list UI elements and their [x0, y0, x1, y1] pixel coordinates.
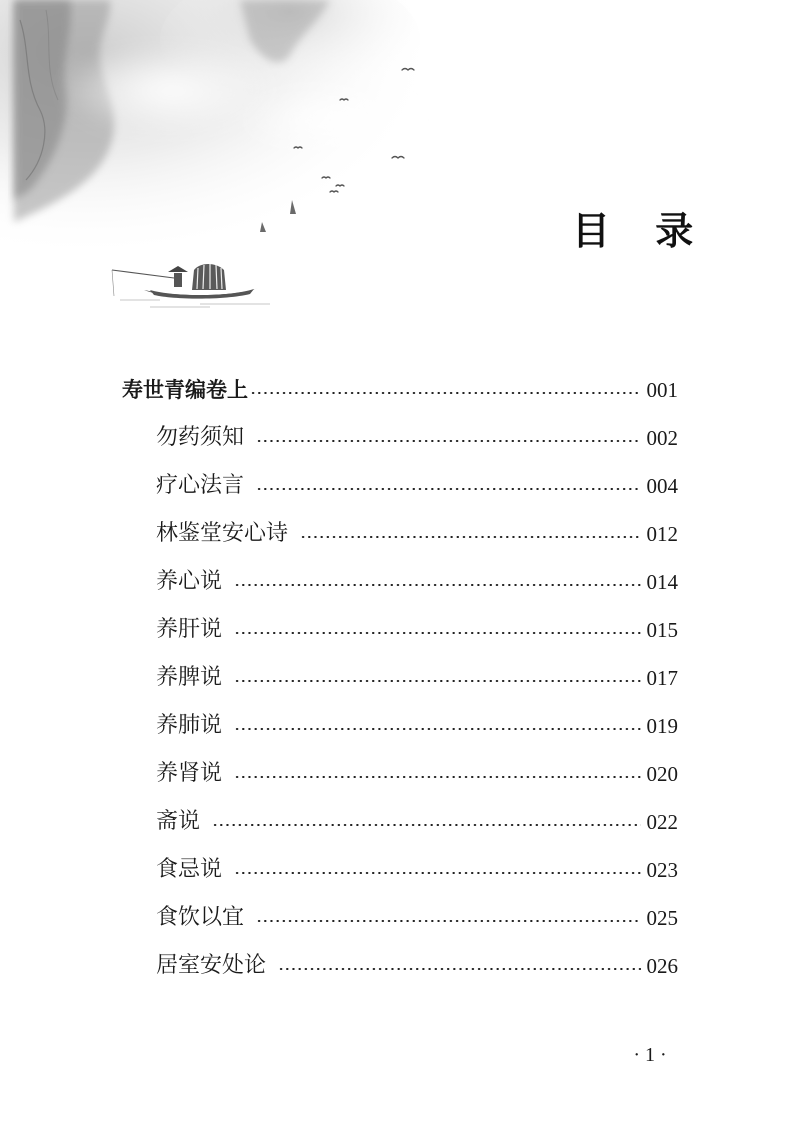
toc-entry[interactable]: [156, 802, 678, 842]
dot-leader: [256, 440, 640, 442]
toc-page-number: 025: [646, 906, 678, 930]
dot-leader: [212, 824, 640, 826]
toc-page-number: 015: [646, 618, 678, 642]
toc-entry[interactable]: [156, 562, 678, 602]
dot-leader: [256, 488, 640, 490]
dot-leader: [278, 968, 640, 970]
toc-page-number: 014: [646, 570, 678, 594]
toc-entry-title: 养脾说: [156, 665, 223, 690]
toc-entry[interactable]: [156, 754, 678, 794]
toc-page-number: 022: [646, 810, 678, 834]
toc-entry-title: 斋说: [156, 809, 201, 834]
toc-entry-title: 居室安处论: [156, 953, 267, 978]
dot-leader: [234, 632, 640, 634]
toc-entry-title: 勿药须知: [156, 425, 245, 450]
toc-entry[interactable]: [156, 466, 678, 506]
toc-entry[interactable]: [156, 706, 678, 746]
toc-entry[interactable]: [156, 610, 678, 650]
toc-page-number: 019: [646, 714, 678, 738]
toc-entry[interactable]: [156, 658, 678, 698]
toc-page-number: 001: [646, 378, 678, 402]
toc-page-number: 002: [646, 426, 678, 450]
toc-page-number: 023: [646, 858, 678, 882]
toc-entry[interactable]: [156, 514, 678, 554]
dot-leader: [300, 536, 640, 538]
toc-entry[interactable]: [156, 898, 678, 938]
toc-page-number: 004: [646, 474, 678, 498]
toc-entry[interactable]: [156, 850, 678, 890]
toc-section-title: 寿世青编卷上: [122, 378, 248, 402]
dot-leader: [250, 392, 641, 394]
dot-leader: [234, 872, 640, 874]
toc-entry-title: 养肺说: [156, 713, 223, 738]
footer-page-number: · 1 ·: [633, 1044, 667, 1066]
toc-entry-title: 养肝说: [156, 617, 223, 642]
toc-entry-title: 林鉴堂安心诗: [156, 521, 289, 546]
toc-entry-title: 养肾说: [156, 761, 223, 786]
toc-page-number: 020: [646, 762, 678, 786]
toc-entry[interactable]: [156, 946, 678, 986]
toc-section-heading[interactable]: [122, 370, 678, 410]
dot-leader: [256, 920, 640, 922]
toc-entry-title: 食饮以宜: [156, 905, 245, 930]
toc-entry-title: 疗心法言: [156, 473, 245, 498]
ink-wash-landscape-illustration: [0, 0, 440, 320]
dot-leader: [234, 680, 640, 682]
toc-page-number: 026: [646, 954, 678, 978]
dot-leader: [234, 728, 640, 730]
toc-page-number: 012: [646, 522, 678, 546]
toc-entry-title: 食忌说: [156, 857, 223, 882]
page-title: 目 录: [572, 209, 710, 253]
dot-leader: [234, 584, 640, 586]
toc-page-number: 017: [646, 666, 678, 690]
dot-leader: [234, 776, 640, 778]
toc-entry[interactable]: [156, 418, 678, 458]
toc-entry-title: 养心说: [156, 569, 223, 594]
